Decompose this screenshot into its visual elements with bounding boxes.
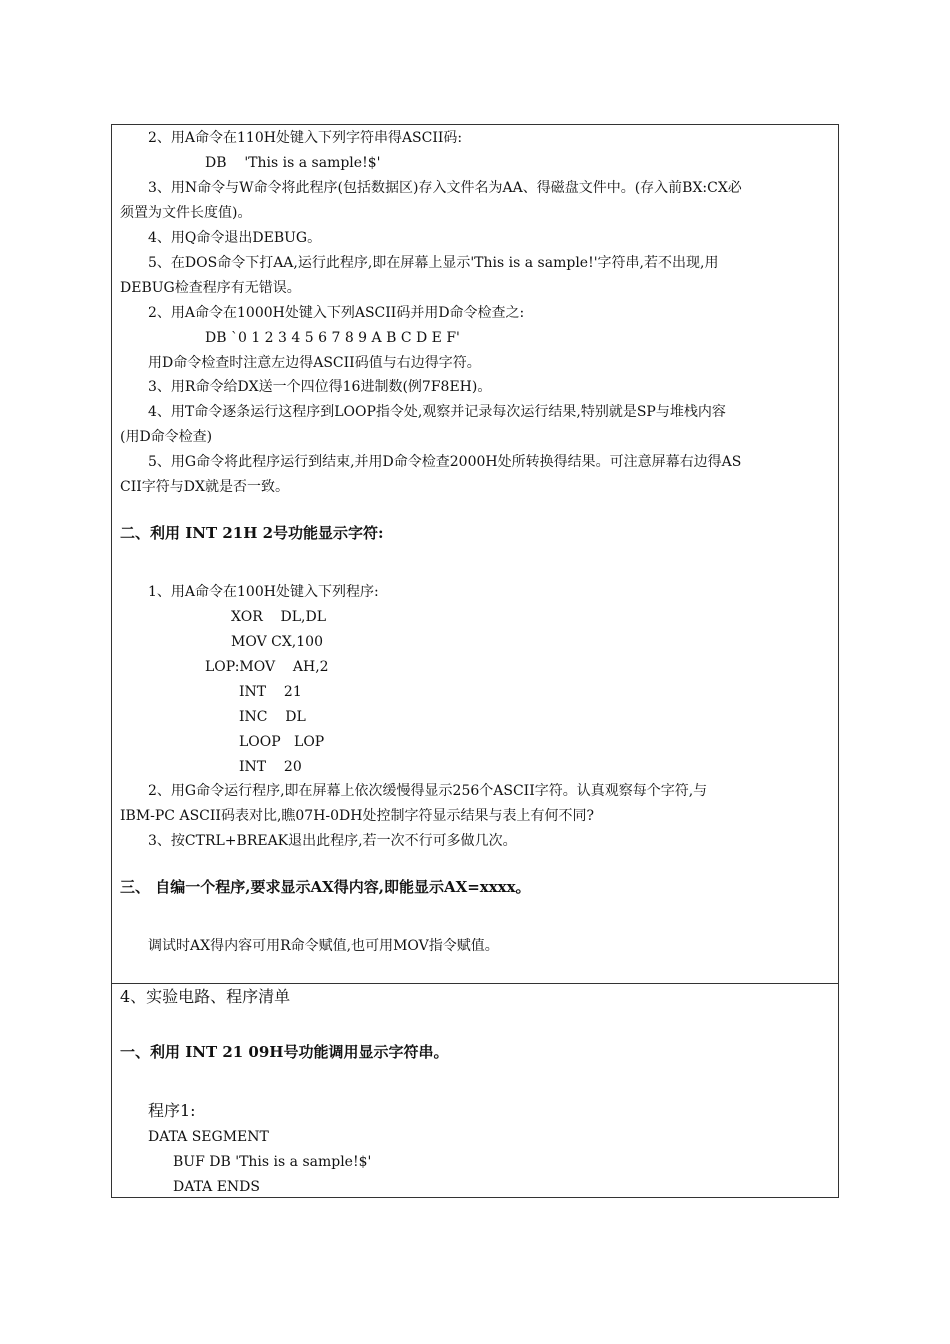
text-line: 5、在DOS命令下打AA,运行此程序,即在屏幕上显示'This is a sample!'字符串,若不出现,用	[148, 255, 719, 271]
text-line: 3、用R命令给DX送一个四位得16进制数(例7F8EH)。	[148, 379, 492, 395]
text-line: 5、用G命令将此程序运行到结束,并用D命令检查2000H处所转换得结果。可注意屏幕右边得AS	[148, 454, 742, 470]
program-label: 程序1:	[148, 1101, 196, 1120]
text-line: 4、用T命令逐条运行这程序到LOOP指令处,观察并记录每次运行结果,特别就是SP与堆栈内容	[148, 404, 726, 420]
code-line: DB 'This is a sample!$'	[205, 155, 381, 171]
text-line: 2、用G命令运行程序,即在屏幕上依次缓慢得显示256个ASCII字符。认真观察每个字符,与	[148, 783, 708, 799]
text-line: 须置为文件长度值)。	[120, 205, 252, 221]
code-line: BUF DB 'This is a sample!$'	[173, 1154, 372, 1170]
code-line: LOP:MOV AH,2	[205, 659, 329, 675]
code-line: MOV CX,100	[231, 634, 323, 650]
code-line: INT 21	[239, 684, 302, 700]
text-line: DEBUG检查程序有无错误。	[120, 280, 301, 296]
code-line: INT 20	[239, 759, 302, 775]
text-line: 3、用N命令与W命令将此程序(包括数据区)存入文件名为AA、得磁盘文件中。(存入前BX:CX必	[148, 180, 742, 196]
code-line: DATA ENDS	[173, 1179, 260, 1195]
code-line: DATA SEGMENT	[148, 1129, 269, 1145]
text-line: 2、用A命令在110H处键入下列字符串得ASCII码:	[148, 130, 463, 146]
text-line: 2、用A命令在1000H处键入下列ASCII码并用D命令检查之:	[148, 305, 525, 321]
text-line: (用D命令检查)	[120, 429, 213, 445]
text-line: CII字符与DX就是否一致。	[120, 479, 289, 495]
text-line: 3、按CTRL+BREAK退出此程序,若一次不行可多做几次。	[148, 833, 517, 849]
text-line: 4、用Q命令退出DEBUG。	[148, 230, 322, 246]
section-heading: 一、利用 INT 21 09H号功能调用显示字符串。	[120, 1043, 449, 1061]
procedure-box	[111, 124, 839, 984]
code-line: INC DL	[239, 709, 306, 725]
text-line: IBM-PC ASCII码表对比,瞧07H-0DH处控制字符显示结果与表上有何不同?	[120, 808, 594, 824]
text-line: 用D命令检查时注意左边得ASCII码值与右边得字符。	[148, 355, 481, 371]
section-heading: 二、利用 INT 21H 2号功能显示字符:	[120, 524, 384, 542]
section-heading: 三、 自编一个程序,要求显示AX得内容,即能显示AX=xxxx。	[120, 878, 531, 896]
text-line: 1、用A命令在100H处键入下列程序:	[148, 584, 379, 600]
code-line: DB `0 1 2 3 4 5 6 7 8 9 A B C D E F'	[205, 330, 460, 346]
text-line: 调试时AX得内容可用R命令赋值,也可用MOV指令赋值。	[148, 938, 499, 954]
code-line: XOR DL,DL	[231, 609, 327, 625]
code-line: LOOP LOP	[239, 734, 325, 750]
section-title: 4、实验电路、程序清单	[120, 987, 291, 1006]
